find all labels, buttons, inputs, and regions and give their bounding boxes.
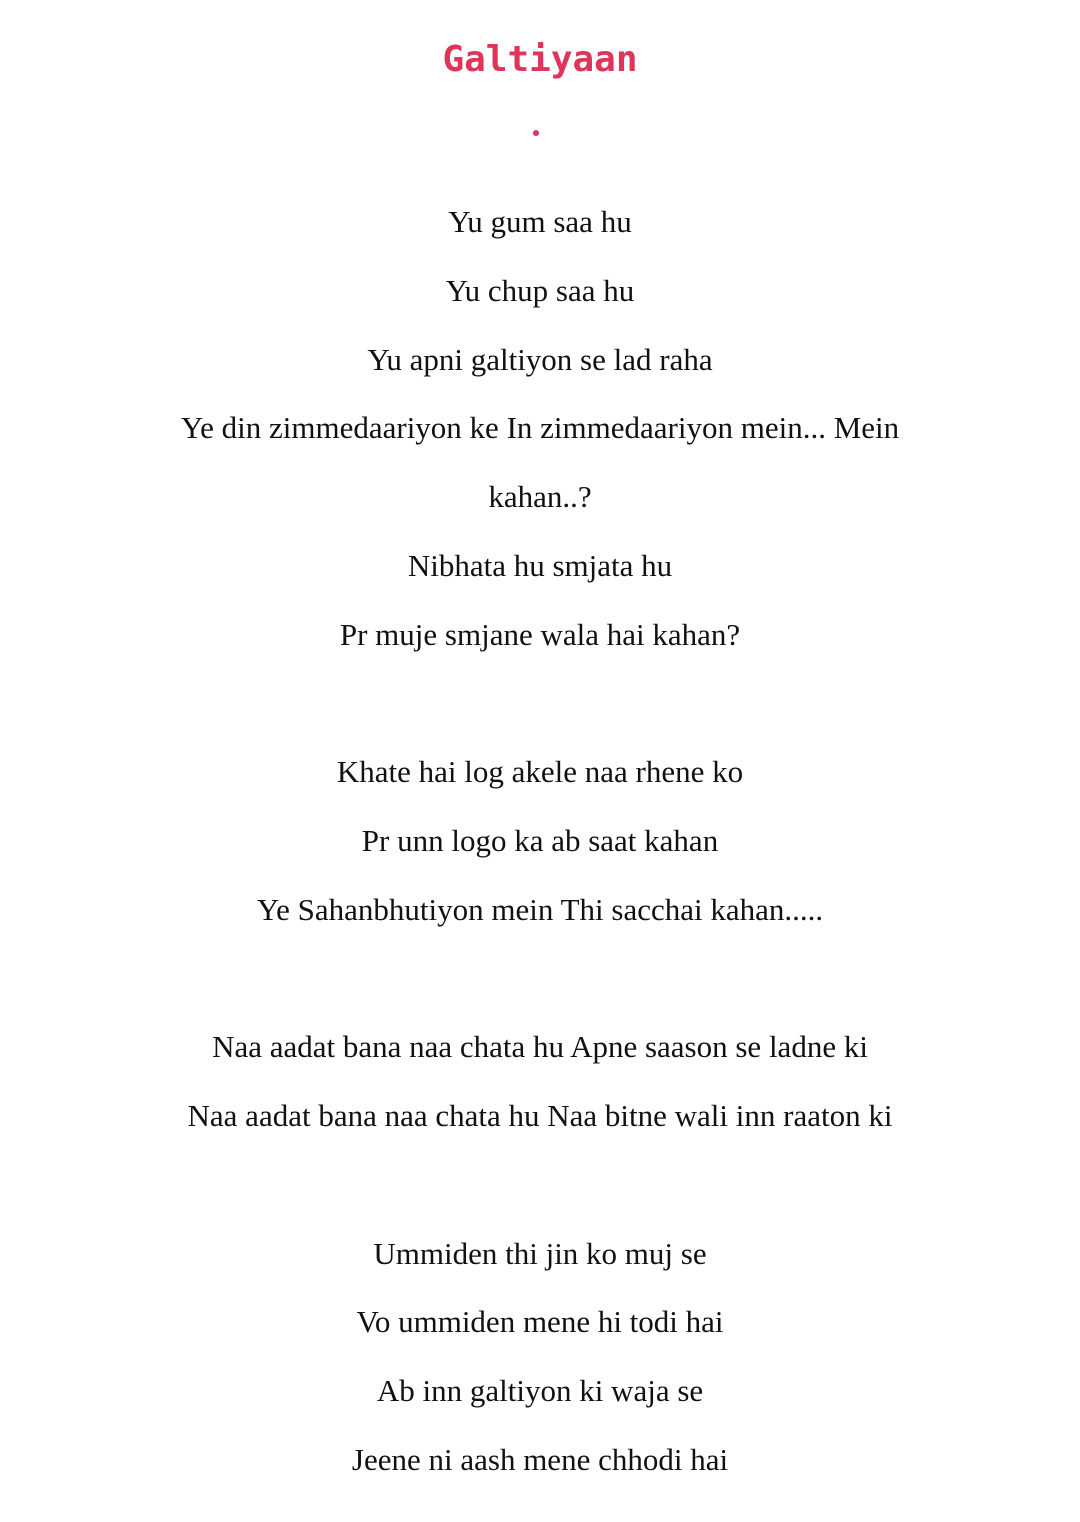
poem-line-2: Yu chup saa hu [445, 273, 635, 308]
poem-line-11: Naa aadat bana naa chata hu Apne saason se ladne ki [212, 1029, 868, 1064]
poem-title: Galtiyaan [442, 39, 638, 80]
poem-line-6: Nibhata hu smjata hu [407, 548, 673, 583]
poem-line-12: Naa aadat bana naa chata hu Naa bitne wali inn raaton ki [187, 1098, 893, 1133]
poem-line-16: Jeene ni aash mene chhodi hai [351, 1442, 729, 1477]
poem-line-1: Yu gum saa hu [448, 204, 632, 239]
poem-line-7: Pr muje smjane wala hai kahan? [339, 617, 741, 652]
title-dot-decoration [533, 130, 539, 136]
poem-line-5: kahan..? [488, 479, 592, 514]
poem-line-13: Ummiden thi jin ko muj se [373, 1236, 707, 1271]
poem-line-8: Khate hai log akele naa rhene ko [336, 754, 744, 789]
poem-line-10: Ye Sahanbhutiyon mein Thi sacchai kahan..... [256, 892, 824, 927]
poem-line-14: Vo ummiden mene hi todi hai [356, 1304, 724, 1339]
poem-line-3: Yu apni galtiyon se lad raha [367, 342, 713, 377]
poem-line-15: Ab inn galtiyon ki waja se [376, 1373, 704, 1408]
poem-line-4: Ye din zimmedaariyon ke In zimmedaariyon mein... Mein [180, 410, 900, 445]
poem-line-9: Pr unn logo ka ab saat kahan [361, 823, 719, 858]
